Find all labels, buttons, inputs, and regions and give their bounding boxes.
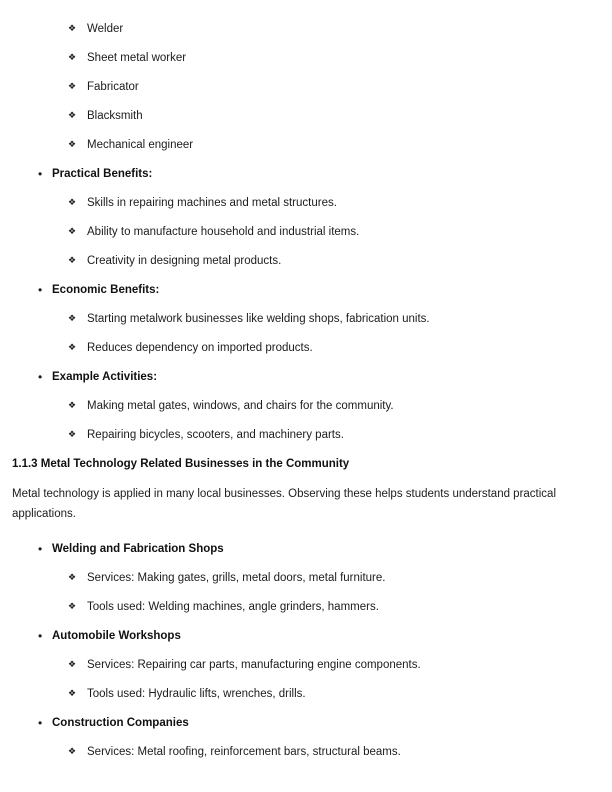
section-title-row — [12, 167, 600, 181]
dot-bullet-icon: • — [38, 283, 43, 297]
list-item-text: Repairing bicycles, scooters, and machinery parts. — [87, 429, 344, 441]
list-item-text: Tools used: Welding machines, angle grinders, hammers. — [87, 601, 379, 613]
section-heading: 1.1.3 Metal Technology Related Businesses in the Community — [12, 458, 350, 470]
diamond-bullet-icon: ❖ — [68, 227, 77, 237]
list-item-text: Starting metalwork businesses like welding shops, fabrication units. — [87, 313, 430, 325]
list-item — [12, 254, 600, 268]
list-item-text: Blacksmith — [87, 110, 143, 122]
list-item — [12, 687, 600, 701]
list-item — [12, 22, 600, 36]
dot-bullet-icon: • — [38, 167, 43, 181]
diamond-bullet-icon: ❖ — [68, 314, 77, 324]
list-item-text: Creativity in designing metal products. — [87, 255, 282, 267]
dot-bullet-icon: • — [38, 716, 43, 730]
dot-bullet-icon: • — [38, 542, 43, 556]
business-title-row — [12, 716, 600, 730]
list-item — [12, 109, 600, 123]
list-item-text: Skills in repairing machines and metal structures. — [87, 197, 337, 209]
list-item — [12, 312, 600, 326]
section-title-row — [12, 370, 600, 384]
diamond-bullet-icon: ❖ — [68, 198, 77, 208]
list-item-text: Mechanical engineer — [87, 139, 194, 151]
list-item — [12, 196, 600, 210]
business-title: Construction Companies — [52, 717, 189, 729]
diamond-bullet-icon: ❖ — [68, 747, 77, 757]
list-item-text: Making metal gates, windows, and chairs for the community. — [87, 400, 394, 412]
list-item-text: Ability to manufacture household and industrial items. — [87, 226, 360, 238]
diamond-bullet-icon: ❖ — [68, 602, 77, 612]
diamond-bullet-icon: ❖ — [68, 660, 77, 670]
diamond-bullet-icon: ❖ — [68, 82, 77, 92]
business-title: Welding and Fabrication Shops — [52, 543, 224, 555]
business-title: Automobile Workshops — [52, 630, 181, 642]
section-title-row — [12, 283, 600, 297]
list-item-text: Sheet metal worker — [87, 52, 187, 64]
diamond-bullet-icon: ❖ — [68, 24, 77, 34]
list-item — [12, 51, 600, 65]
diamond-bullet-icon: ❖ — [68, 256, 77, 266]
list-item-text: Services: Repairing car parts, manufacturing engine components. — [87, 659, 421, 671]
list-item-text: Welder — [87, 23, 124, 35]
section-economic-benefits — [12, 283, 600, 355]
section-title: Practical Benefits: — [52, 168, 153, 180]
list-item — [12, 745, 600, 759]
diamond-bullet-icon: ❖ — [68, 573, 77, 583]
list-item — [12, 571, 600, 585]
diamond-bullet-icon: ❖ — [68, 140, 77, 150]
dot-bullet-icon: • — [38, 629, 43, 643]
business-construction-companies — [12, 716, 600, 759]
section-title: Example Activities: — [52, 371, 158, 383]
list-item-text: Services: Making gates, grills, metal doors, metal furniture. — [87, 572, 386, 584]
diamond-bullet-icon: ❖ — [68, 53, 77, 63]
diamond-bullet-icon: ❖ — [68, 343, 77, 353]
section-title: Economic Benefits: — [52, 284, 160, 296]
list-item — [12, 428, 600, 442]
diamond-bullet-icon: ❖ — [68, 401, 77, 411]
list-item-text: Services: Metal roofing, reinforcement bars, structural beams. — [87, 746, 401, 758]
diamond-bullet-icon: ❖ — [68, 689, 77, 699]
list-item-text: Fabricator — [87, 81, 139, 93]
business-automobile-workshops — [12, 629, 600, 701]
list-item — [12, 399, 600, 413]
section-practical-benefits — [12, 167, 600, 268]
business-welding-fabrication — [12, 542, 600, 614]
business-title-row — [12, 542, 600, 556]
list-item — [12, 341, 600, 355]
list-item — [12, 80, 600, 94]
list-item — [12, 138, 600, 152]
list-item — [12, 658, 600, 672]
section-example-activities — [12, 370, 600, 442]
list-item — [12, 600, 600, 614]
business-title-row — [12, 629, 600, 643]
list-item-text: Tools used: Hydraulic lifts, wrenches, drills. — [87, 688, 306, 700]
list-item — [12, 225, 600, 239]
dot-bullet-icon: • — [38, 370, 43, 384]
intro-paragraph: Metal technology is applied in many local businesses. Observing these helps students understand practical applications. — [12, 488, 557, 520]
list-item-text: Reduces dependency on imported products. — [87, 342, 313, 354]
diamond-bullet-icon: ❖ — [68, 111, 77, 121]
occupations-list — [12, 22, 600, 152]
diamond-bullet-icon: ❖ — [68, 430, 77, 440]
